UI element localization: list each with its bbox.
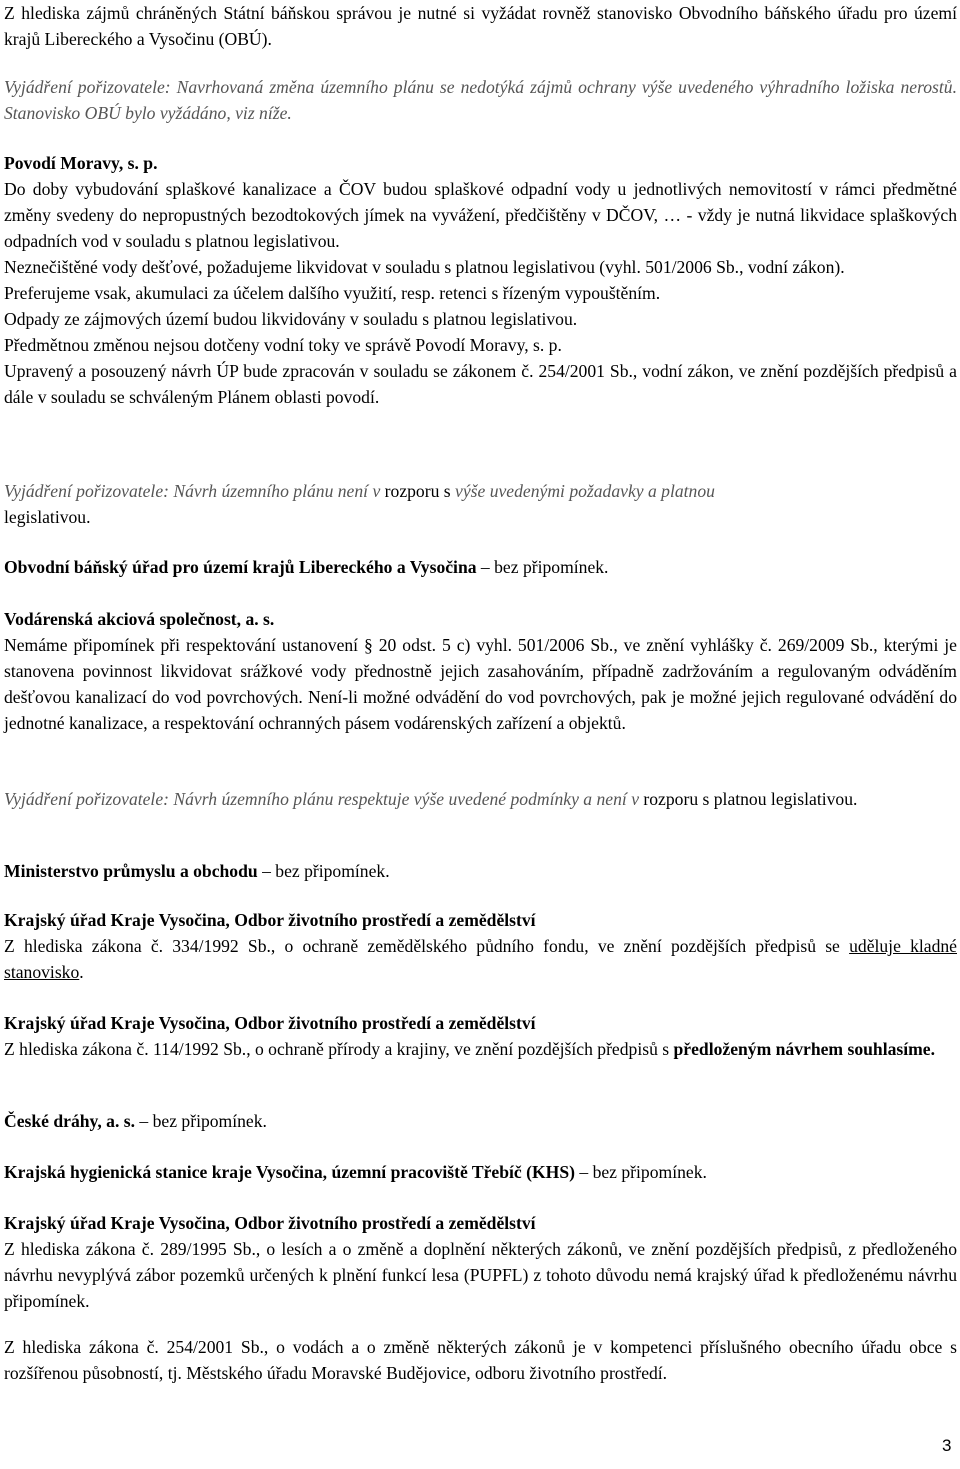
povodi-paragraph: Upravený a posouzený návrh ÚP bude zpracován v souladu se zákonem č. 254/2001 Sb., vodní zákon, ve znění pozdějších předpisů a dále v souladu se schváleným Plánem oblasti povodí. — [4, 361, 957, 407]
cd-section: České dráhy, a. s. – bez připomínek. — [4, 1111, 267, 1131]
povodi-paragraph: Neznečištěné vody dešťové, požadujeme likvidovat v souladu s platnou legislativou (vyhl. 501/2006 Sb., vodní zákon). — [4, 257, 845, 277]
cd-heading: České dráhy, a. s. — [4, 1111, 135, 1131]
obu2-section: Obvodní báňský úřad pro území krajů Libereckého a Vysočina – bez připomínek. — [4, 557, 609, 577]
obu-statement-text: Vyjádření pořizovatele: Navrhovaná změna územního plánu se nedotýká zájmů ochrany výše uvedeného výhradního ložiska nerostů. Stanovisko OBÚ bylo vyžádáno, viz níže. — [4, 77, 957, 123]
vak-heading: Vodárenská akciová společnost, a. s. — [4, 609, 275, 629]
kladne-stanovisko: uděluje kladné stanovisko — [4, 936, 957, 982]
obu-statement — [4, 74, 957, 126]
povodi-statement-end: legislativou. — [4, 507, 91, 527]
povodi-paragraph: Preferujeme vsak, akumulaci za účelem dalšího využití, resp. retenci s řízeným vypouštěním. — [4, 283, 661, 303]
obu-request-text: Z hlediska zájmů chráněných Státní báňskou správou je nutné si vyžádat rovněž stanovisko Obvodního báňského úřadu pro území krajů Libereckého a Vysočinu (OBÚ). — [4, 3, 957, 49]
lesy-paragraph: Z hlediska zákona č. 289/1995 Sb., o lesích a o změně a doplnění některých zákonů, ve znění pozdějších předpisů, z předloženého návrhu nevyplývá zábor pozemků určených k plnění funkcí lesa (PUPFL) z tohoto důvodu nemá krajský úřad k předloženému návrhu připomínek. — [4, 1239, 957, 1311]
kraj-lesy-section — [4, 1210, 957, 1314]
mpo-section: Ministerstvo průmyslu a obchodu – bez připomínek. — [4, 861, 390, 881]
povodi-heading: Povodí Moravy, s. p. — [4, 153, 158, 173]
khs-heading: Krajská hygienická stanice kraje Vysočina, územní pracoviště Třebíč (KHS) — [4, 1162, 575, 1182]
vak-statement: Vyjádření pořizovatele: Návrh územního plánu respektuje výše uvedené podmínky a není v rozporu s platnou legislativou. — [4, 789, 858, 809]
povodi-paragraph: Do doby vybudování splaškové kanalizace a ČOV budou splaškové odpadní vody u jednotlivých nemovitostí v rámci předmětné změny svedeny do nepropustných bezodtokových jímek na vyvážení, předčištěny v DČOV, … - vždy je nutná likvidace splaškových odpadních vod v souladu s platnou legislativou. — [4, 179, 957, 251]
povodi-paragraph: Odpady ze zájmových území budou likvidovány v souladu s platnou legislativou. — [4, 309, 578, 329]
kraj-heading: Krajský úřad Kraje Vysočina, Odbor životního prostředí a zemědělství — [4, 1013, 536, 1033]
obu2-heading: Obvodní báňský úřad pro území krajů Libereckého a Vysočina — [4, 557, 477, 577]
kraj-zpf-section: Krajský úřad Kraje Vysočina, Odbor životního prostředí a zemědělství Z hlediska zákona č. 334/1992 Sb., o ochraně zemědělského půdního fondu, ve znění pozdějších předpisů se uděluje kladné stanovisko. — [4, 907, 957, 985]
povodi-section — [4, 150, 957, 410]
kraj-heading: Krajský úřad Kraje Vysočina, Odbor životního prostředí a zemědělství — [4, 1213, 536, 1233]
page-number: 3 — [942, 1436, 952, 1455]
khs-section: Krajská hygienická stanice kraje Vysočina, územní pracoviště Třebíč (KHS) – bez připomínek. — [4, 1162, 707, 1182]
kraj-heading: Krajský úřad Kraje Vysočina, Odbor životního prostředí a zemědělství — [4, 910, 536, 930]
kraj-vody-section — [4, 1334, 957, 1386]
vak-section — [4, 606, 957, 736]
mpo-heading: Ministerstvo průmyslu a obchodu — [4, 861, 258, 881]
vody-paragraph: Z hlediska zákona č. 254/2001 Sb., o vodách a o změně některých zákonů je v kompetenci příslušného obecního úřadu obce s rozšířenou působností, tj. Městského úřadu Moravské Budějovice, odboru životního prostředí. — [4, 1337, 957, 1383]
kraj-priroda-section: Krajský úřad Kraje Vysočina, Odbor životního prostředí a zemědělství Z hlediska zákona č. 114/1992 Sb., o ochraně přírody a krajiny, ve znění pozdějších předpisů s předloženým návrhem souhlasíme. — [4, 1010, 957, 1062]
vak-text: Nemáme připomínek při respektování ustanovení § 20 odst. 5 c) vyhl. 501/2006 Sb., ve znění vyhlášky č. 269/2009 Sb., kterými je stanovena povinnost likvidovat srážkové vody přednostně jejich zasahováním, případně zadržováním a regulovaným odváděním dešťovou kanalizací do vod povrchových. Není-li možné odvádění do vod povrchových, pak je možné jejich regulované odvádění do jednotné kanalizace, a respektování ochranných pásem vodárenských zařízení a objektů. — [4, 635, 957, 733]
povodi-paragraph: Předmětnou změnou nejsou dotčeny vodní toky ve správě Povodí Moravy, s. p. — [4, 335, 562, 355]
povodi-statement: Vyjádření pořizovatele: Návrh územního plánu není v rozporu s výše uvedenými požadavky a platnou legislativou. — [4, 478, 957, 530]
obu-request-paragraph — [4, 0, 957, 52]
